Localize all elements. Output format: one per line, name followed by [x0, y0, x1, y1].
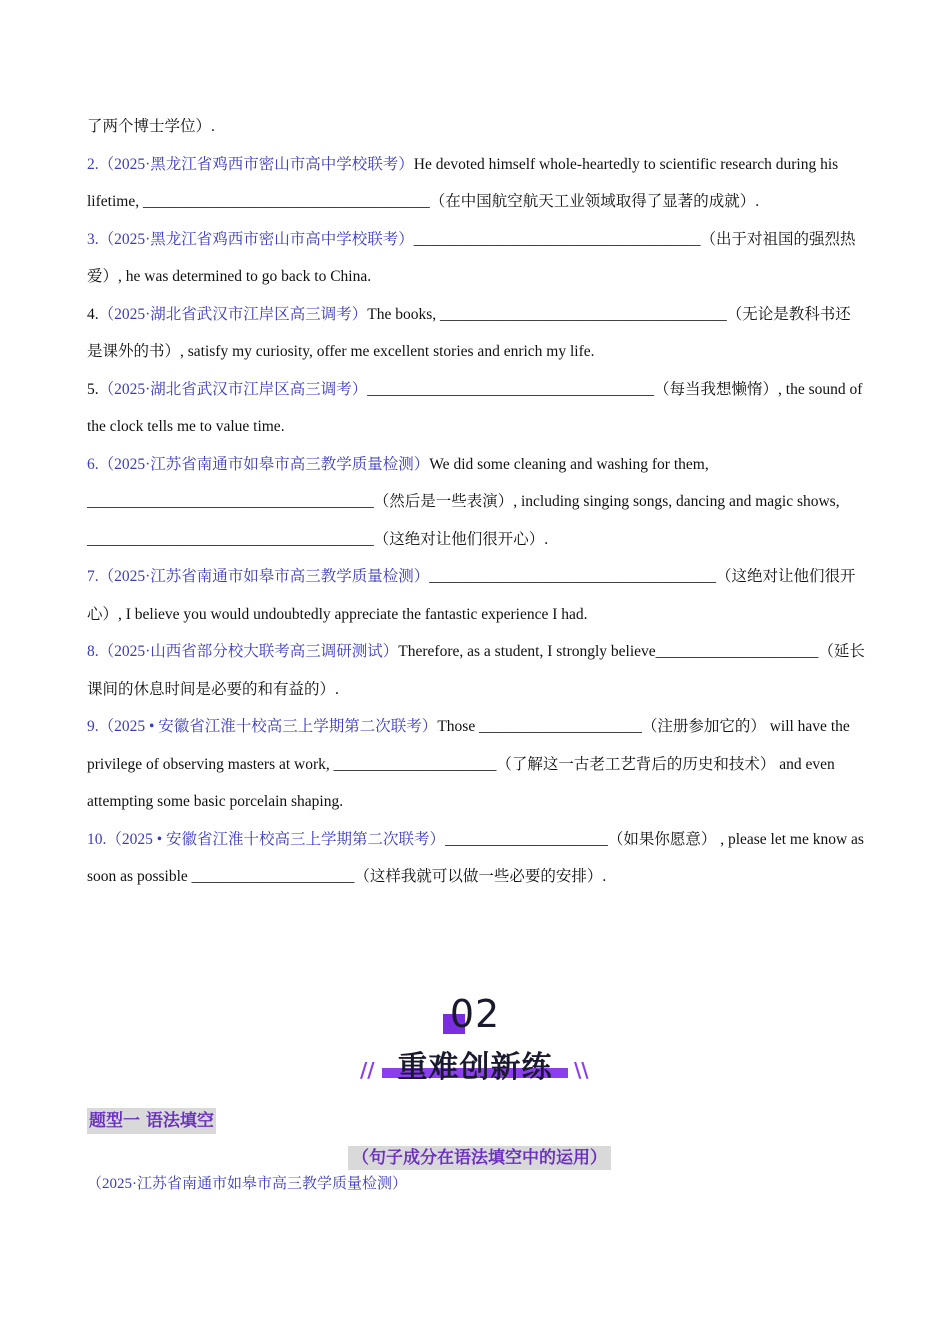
section-header: [0, 990, 950, 1090]
item-source: （2025·湖北省武汉市江岸区高三调考）: [98, 380, 368, 398]
item-source: 2.（2025·黑龙江省鸡西市密山市高中学校联考）: [87, 155, 414, 173]
exercise-item-4: [87, 296, 865, 371]
exercise-item-3: [87, 221, 865, 296]
item-text: We did some cleaning and washing for them, _____________________________________（然后是一些表演）, including singing songs, dancing and magic shows, _____________________________________（这绝对让他们很开心）.: [87, 455, 840, 548]
slash-decoration-left: //: [360, 1058, 375, 1082]
item-text: The books, _____________________________________（无论是教科书还是课外的书）, satisfy my curiosity, offer me excellent stories and enrich my life.: [87, 305, 851, 360]
item-text: _____________________________________（每当我想懒惰）, the sound of the clock tells me to value time.: [87, 380, 863, 435]
exercise-item-10: [87, 821, 865, 896]
intro-tail: 了两个博士学位）.: [87, 118, 215, 135]
exercise-item-5: [87, 371, 865, 446]
item-text: He devoted himself whole-heartedly to scientific research during his lifetime, _____________________________________（在中国航空航天工业领域取得了显著的成就）.: [87, 155, 839, 210]
exercise-item-2: [87, 146, 865, 221]
exercise-item-7: [87, 558, 865, 633]
exercise-list: [87, 108, 865, 896]
item-source: 8.（2025·山西省部分校大联考高三调研测试）: [87, 643, 399, 660]
item-text: Those _____________________（注册参加它的） will have the privilege of observing masters at work, _____________________（了解这一古老工艺背后的历史和技术） and even attempting some basic porcelain shaping.: [87, 718, 850, 810]
item-source: （2025·湖北省武汉市江岸区高三调考）: [98, 305, 368, 323]
item-source: 10.（2025 • 安徽省江淮十校高三上学期第二次联考）: [87, 830, 446, 848]
item-text: _____________________（如果你愿意） , please let me know as soon as possible _____________________（这样我就可以做一些必要的安排）.: [87, 830, 864, 885]
item-text: _____________________________________（出于对祖国的强烈热爱）, he was determined to go back to China.: [87, 230, 856, 285]
item-source: 9.（2025 • 安徽省江淮十校高三上学期第二次联考）: [87, 718, 438, 735]
item-source: 3.（2025·黑龙江省鸡西市密山市高中学校联考）: [87, 230, 414, 248]
passage-source: （2025·江苏省南通市如皋市高三教学质量检测）: [87, 1176, 407, 1192]
item-number: 4.: [87, 305, 99, 323]
item-source: 6.（2025·江苏省南通市如皋市高三教学质量检测）: [87, 455, 430, 473]
exercise-item-9: [87, 708, 865, 821]
question-subtitle: （句子成分在语法填空中的运用）: [348, 1146, 611, 1170]
item-text: Therefore, as a student, I strongly believe_____________________（延长课间的休息时间是必要的和有益的）.: [87, 643, 865, 698]
question-type-heading: 题型一 语法填空: [87, 1108, 216, 1134]
section-title: 重难创新练: [397, 1050, 553, 1085]
item-text: _____________________________________（这绝对让他们很开心）, I believe you would undoubtedly appreciate the fantastic experience I had.: [87, 568, 856, 623]
exercise-item-6: [87, 446, 865, 559]
section-number: 02: [449, 992, 501, 1036]
item-source: 7.（2025·江苏省南通市如皋市高三教学质量检测）: [87, 568, 430, 585]
item-number: 5.: [87, 380, 99, 398]
exercise-item-8: [87, 633, 865, 708]
slash-decoration-right: \\: [574, 1058, 589, 1082]
